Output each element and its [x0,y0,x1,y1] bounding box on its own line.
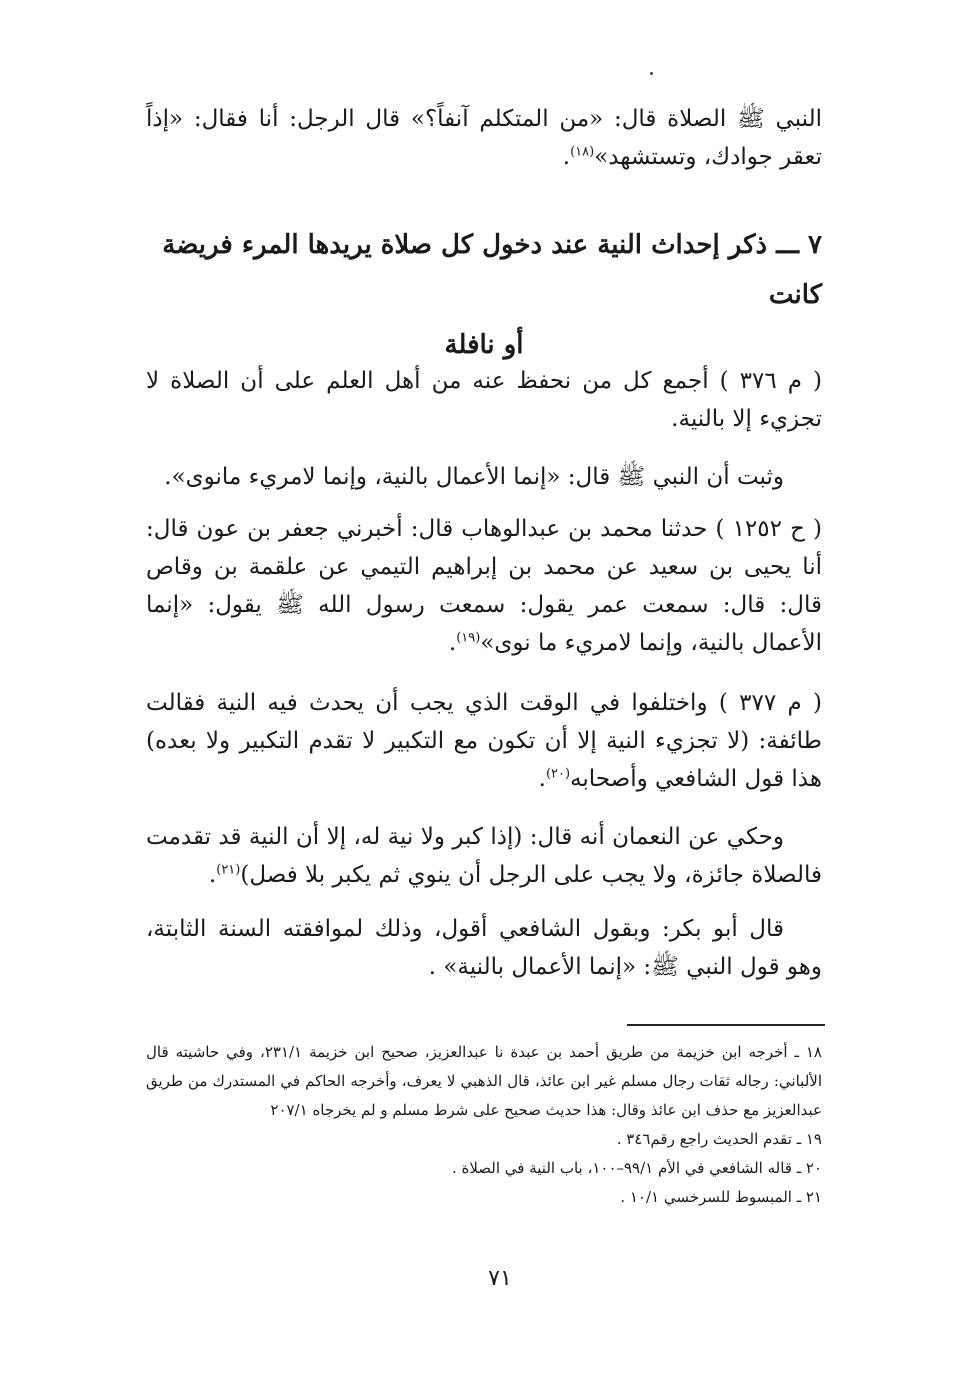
footnote-divider [627,1024,825,1026]
page-number: ٧١ [488,1266,512,1291]
paragraph-text: وحكي عن النعمان أنه قال: (إذا كبر ولا نية له، إلا أن النية قد تقدمت فالصلاة جائزة، ولا يجب على الرجل أن ينوي ثم يكبر بلا فصل) [146,824,822,888]
section-heading-line1: ٧ ـــ ذكر إحداث النية عند دخول كل صلاة يريدها المرء فريضة كانت [162,230,822,310]
paragraph-abu-bakr: قال أبو بكر: وبقول الشافعي أقول، وذلك لموافقته السنة الثابتة، وهو قول النبي ﷺ: «إنما الأعمال بالنية» . [146,916,822,980]
section-heading [146,220,822,370]
footnote-ref-18: (١٨) [570,144,595,160]
paragraph-continuation: النبي ﷺ الصلاة قال: «من المتكلم آنفاً؟» قال الرجل: أنا فقال: «إذاً تعقر جوادك، وتستشهد»$^{(١٨)}$. [146,106,822,170]
paragraph-m377: ( م ٣٧٧ ) واختلفوا في الوقت الذي يجب أن يحدث فيه النية فقالت طائفة: (لا تجزيء النية إلا أن تكون مع التكبير لا تقدم التكبير ولا بعده) هذا قول الشافعي وأصحابه$^{(٢٠)}$. [146,690,822,792]
footnote-ref-21: (٢١) [216,862,241,878]
paragraph-numan: وحكي عن النعمان أنه قال: (إذا كبر ولا نية له، إلا أن النية قد تقدمت فالصلاة جائزة، ولا يجب على الرجل أن ينوي ثم يكبر بلا فصل)$^{(٢١)}$. [146,824,822,888]
paragraph-text: النبي ﷺ الصلاة قال: «من المتكلم آنفاً؟» قال الرجل: أنا فقال: «إذاً تعقر جوادك، وتستشهد» [146,106,822,170]
footnote-21: ٢١ ـ المبسوط للسرخسي ١٠/١ . [620,1188,822,1206]
footnote-ref-19: (١٩) [456,630,481,646]
paragraph-text: ( م ٣٧٧ ) واختلفوا في الوقت الذي يجب أن يحدث فيه النية فقالت طائفة: (لا تجزيء النية إلا أن تكون مع التكبير لا تقدم التكبير ولا بعده) هذا قول الشافعي وأصحابه [146,690,822,792]
paragraph-hadith-statement: وثبت أن النبي ﷺ قال: «إنما الأعمال بالنية، وإنما لامريء مانوى». [164,464,784,490]
footnote-20: ٢٠ ـ قاله الشافعي في الأم ٩٩/١–١٠٠، باب النية في الصلاة . [451,1159,822,1177]
paragraph-text: ( ح ١٢٥٢ ) حدثنا محمد بن عبدالوهاب قال: أخبرني جعفر بن عون قال: أنا يحيى بن سعيد عن محمد بن إبراهيم التيمي عن علقمة بن وقاص قال: قال: سمعت عمر يقول: سمعت رسول الله ﷺ يقول: «إنما الأعمال بالنية، وإنما لامريء ما نوى» [146,516,823,656]
paragraph-m376: ( م ٣٧٦ ) أجمع كل من نحفظ عنه من أهل العلم على أن الصلاة لا تجزيء إلا بالنية. [146,368,822,432]
section-heading-line2: أو نافلة [444,330,524,360]
paragraph-h1252: ( ح ١٢٥٢ ) حدثنا محمد بن عبدالوهاب قال: أخبرني جعفر بن عون قال: أنا يحيى بن سعيد عن محمد بن إبراهيم التيمي عن علقمة بن وقاص قال: قال: سمعت عمر يقول: سمعت رسول الله ﷺ يقول: «إنما الأعمال بالنية، وإنما لامريء ما نوى»$^{(١٩)}$. [146,516,823,656]
footnotes-list [146,1038,822,1212]
footnote-18: ١٨ ـ أخرجه ابن خزيمة من طريق أحمد بن عبدة نا عبدالعزيز، صحيح ابن خزيمة ٢٣١/١، وفي حاشيته قال الألباني: رجاله ثقات رجال مسلم غير ابن عائذ، قال الذهبي لا يعرف، وأخرجه الحاكم في المستدرك من طريق عبدالعزيز مع حذف ابن عائذ وقال: هذا حديث صحيح على شرط مسلم و لم يخرجاه ٢٠٧/١ [146,1043,822,1119]
page-mark [650,72,653,75]
footnote-ref-20: (٢٠) [545,766,571,782]
footnote-19: ١٩ ـ تقدم الحديث راجع رقم٣٤٦ . [616,1130,822,1148]
